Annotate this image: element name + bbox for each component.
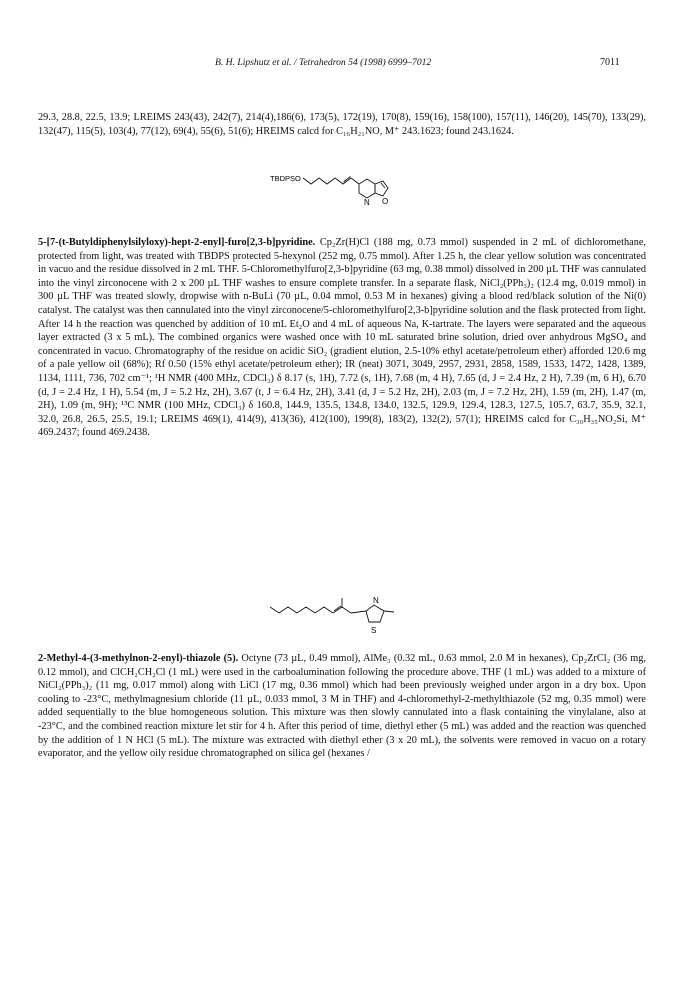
paragraph-text: 29.3, 28.8, 22.5, 13.9; LREIMS 243(43), 242(7), 214(4),186(6), 173(5), 172(19), 170(8), 159(16), 158(100), 157(11), 146(20), 145(70), 133(29), 132(47), 115(5), 103(4), 77(12), 69(4), 55(6), 51(6); HREIMS calcd for C₁₆H₂₁NO, M⁺ 243.1623; found 243.1624. [38, 112, 646, 137]
running-header: B. H. Lipshutz et al. / Tetrahedron 54 (1998) 6999–7012 [215, 57, 432, 68]
tbdpso-label: TBDPSO [270, 174, 301, 183]
structure-furopyridine [270, 160, 430, 220]
compound-title: 2-Methyl-4-(3-methylnon-2-enyl)-thiazole (5). [38, 653, 239, 664]
paragraph-furopyridine-procedure [38, 236, 646, 440]
structure-thiazole [270, 585, 430, 643]
structure-thiazole-drawing [270, 585, 430, 643]
page-number: 7011 [600, 57, 620, 68]
nitrogen-atom-label: N [364, 198, 370, 207]
paragraph-spectral-data [38, 111, 646, 138]
structure-furopyridine-drawing [270, 160, 430, 220]
paragraph-thiazole-procedure [38, 652, 646, 761]
paragraph-text: Cp₂Zr(H)Cl (188 mg, 0.73 mmol) suspended in 2 mL of dichloromethane, protected from light, was treated with TBDPS protected 5-hexynol (252 mg, 0.75 mmol). After 1.25 h, the clear yellow solution was concentrated in vacuo and the residue dissolved in 2 mL THF. 5-Chloromethylfuro[2,3-b]pyridine (63 mg, 0.38 mmol) dissolved in 200 µL THF was cannulated into the vinyl zirconocene with 2 x 200 µL THF washes to ensure complete transfer. In a separate flask, NiCl₂(PPh₃)₂ (12.4 mg, 0.019 mmol) in 300 µL THF was treated slowly, dropwise with n-BuLi (70 µL, 0.04 mmol, 0.53 M in hexanes) giving a blood red/black solution of the Ni(0) catalyst. The catalyst was then cannulated into the vinyl zirconocene/5-chloromethylfuro[2,3-b]pyridine solution and the flask protected from light. After 14 h the reaction was quenched by addition of 10 mL Et₂O and 4 mL of aqueous Na, K-tartrate. The layers were separated and the aqueous layer extracted (3 x 5 mL). The combined organics were washed once with 10 mL saturated brine solution, dried over anhydrous MgSO₄ and concentrated in vacuo. Chromatography of the residue on acidic SiO₂ (gradient elution, 2.5-10% ethyl acetate/petroleum ether) afforded 120.6 mg of a pale yellow oil (68%); Rf 0.50 (15% ethyl acetate/petroleum ether); IR (neat) 3071, 3049, 2957, 2931, 2858, 1589, 1533, 1472, 1428, 1389, 1134, 1111, 736, 702 cm⁻¹; ¹H NMR (400 MHz, CDCl₃) δ 8.17 (s, 1H), 7.72 (s, 1H), 7.68 (m, 4 H), 7.65 (d, J = 2.4 Hz, 2 H), 7.39 (m, 6 H), 6.70 (d, J = 2.4 Hz, 1 H), 5.54 (m, J = 5.2 Hz, 2H), 3.67 (t, J = 6.4 Hz, 2H), 3.41 (d, J = 5.2 Hz, 2H), 2.03 (m, J = 7.2 Hz, 2H), 1.59 (m, 2H), 1.47 (m, 2H), 1.09 (m, 9H); ¹³C NMR (100 MHz, CDCl₃) δ 160.8, 144.9, 135.5, 134.8, 134.0, 132.5, 129.9, 129.4, 128.3, 127.5, 105.7, 63.7, 35.9, 32.1, 32.0, 26.8, 26.5, 25.5, 19.1; LREIMS 469(1), 414(9), 413(36), 412(100), 199(8), 183(2), 132(2), 57(1); HREIMS calcd for C₃₀H₃₅NO₂Si, M⁺ 469.2437; found 469.2438. [38, 237, 646, 439]
sulfur-atom-label: S [371, 626, 377, 635]
oxygen-atom-label: O [382, 197, 389, 206]
nitrogen-atom-label: N [373, 596, 379, 605]
paragraph-text: Octyne (73 µL, 0.49 mmol), AlMe₃ (0.32 mL, 0.63 mmol, 2.0 M in hexanes), Cp₂ZrCl₂ (36 mg, 0.12 mmol), and ClCH₂CH₂Cl (1 mL) were used in the carboalumination following the procedure above. THF (1 mL) was added to a mixture of NiCl₂(PPh₃)₂ (11 mg, 0.017 mmol) along with LiCl (17 mg, 0.36 mmol) which had been previously weighed under argon in a dry box. Upon cooling to -23°C, methylmagnesium chloride (11 µL, 0.033 mmol, 3 M in THF) and 4-chloromethyl-2-methylthiazole (52 mg, 0.35 mmol) were added sequentially to the blue homogeneous solution. This mixture was then slowly cannulated into a flask containing the vinylalane, also at -23°C, and the combined reaction mixture let stir for 4 h. After this period of time, diethyl ether (5 mL) was added and the reaction was quenched by the addition of 1 N HCl (5 mL). The mixture was extracted with diethyl ether (3 x 20 mL), the solvents were removed in vacuo on a rotary evaporator, and the yellow oily residue chromatographed on silica gel (hexanes / [38, 653, 646, 760]
compound-title: 5-[7-(t-Butyldiphenylsilyloxy)-hept-2-enyl]-furo[2,3-b]pyridine. [38, 237, 316, 248]
